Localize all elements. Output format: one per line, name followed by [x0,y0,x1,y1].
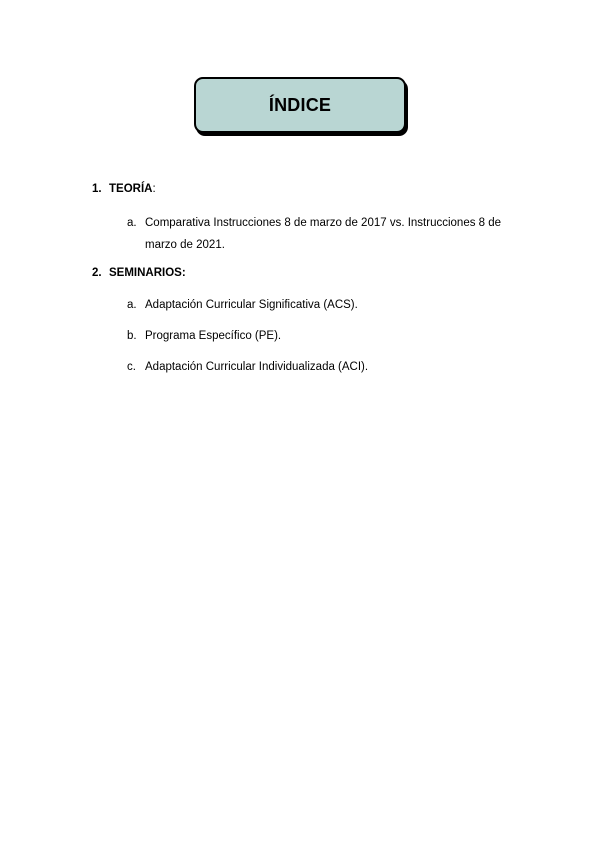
section-number: 1. [92,183,102,195]
section-title: SEMINARIOS: [109,267,186,279]
list-item-letter: a. [127,299,137,311]
list-item-text: Adaptación Curricular Significativa (ACS). [145,299,358,311]
list-item [127,294,525,316]
list-item-letter: b. [127,330,137,342]
list-item-text: Comparativa Instrucciones 8 de marzo de 2017 vs. Instrucciones 8 de marzo de 2021. [145,217,502,251]
section-title-colon: : [152,183,156,195]
index-title: ÍNDICE [268,94,332,115]
index-title-box [194,77,406,133]
list-item [127,325,525,347]
list-item-letter: c. [127,361,136,373]
section-heading-theory [92,183,156,195]
list-item-text: Programa Específico (PE). [145,330,282,342]
section-heading-seminars [92,267,186,279]
list-item [127,356,525,378]
section-number: 2. [92,267,102,279]
list-item [127,212,525,256]
list-item-letter: a. [127,217,137,229]
list-item-text: Adaptación Curricular Individualizada (ACI). [145,361,369,373]
section-title: TEORÍA [109,183,153,195]
